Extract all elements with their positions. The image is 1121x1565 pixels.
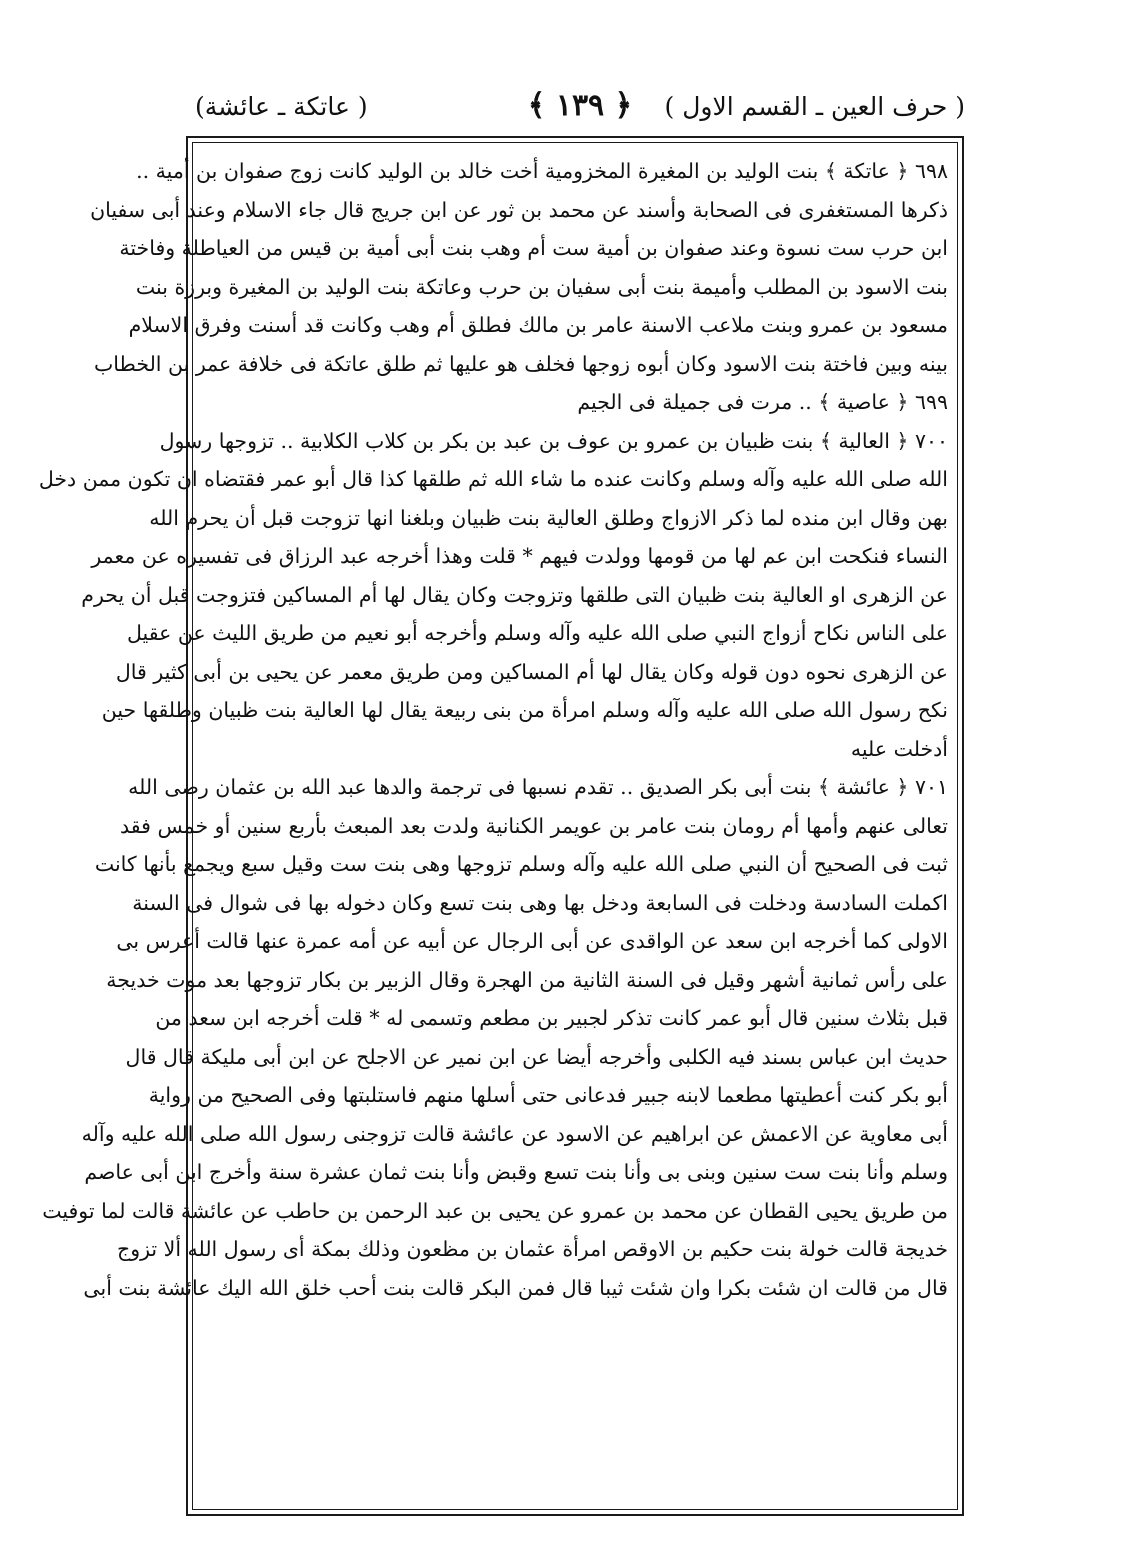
text-line: أبو بكر كنت أعطيتها مطعما لابنه جبير فدعانى حتى أسلها منهم فاستلبتها وفى الصحيح من رواية <box>148 1083 948 1107</box>
text-line: ابن حرب ست نسوة وعند صفوان بن أمية ست أم وهب بنت أبى أمية بن قيس من العياطلة وفاختة <box>119 236 948 260</box>
text-line: وسلم وأنا بنت ست سنين وبنى بى وأنا بنت تسع وقبض وأنا بنت ثمان عشرة سنة وأخرج ابن أبى عاصم <box>84 1160 948 1184</box>
text-line: الاولى كما أخرجه ابن سعد عن الواقدى عن أبى الرجال عن أبيه عن أمه عمرة عنها قالت أعرس بى <box>116 929 948 953</box>
text-line: أدخلت عليه <box>850 736 948 761</box>
text-line: قبل بثلاث سنين قال أبو عمر كانت تذكر لجبير بن مطعم وتسمى له * قلت أخرجه ابن سعد من <box>155 1006 948 1030</box>
text-line: نكح رسول الله صلى الله عليه وآله وسلم امرأة من بنى ربيعة يقال لها العالية بنت ظبيان وطلقها حين <box>101 698 948 722</box>
text-line: من طريق يحيى القطان عن محمد بن عمرو عن يحيى بن عبد الرحمن بن حاطب عن عائشة قالت لما توفيت <box>42 1198 948 1223</box>
text-line: بنت الاسود بن المطلب وأميمة بنت أبى سفيان بن حرب وعاتكة بنت الوليد بن المغيرة وبرزة بنت <box>135 274 948 299</box>
text-line: بهن وقال ابن منده لما ذكر الازواج وطلق العالية بنت ظبيان وبلغنا انها تزوجت قبل أن يحرم الله <box>149 505 948 530</box>
header-chapter-title: ( حرف العين ـ القسم الاول ) <box>664 92 965 121</box>
page-number: ﴿ ١٣٩ ﴾ <box>527 88 633 123</box>
text-line: على رأس ثمانية أشهر وقيل فى السنة الثانية من الهجرة وقال الزبير بن بكار تزوجها بعد موت خديجة <box>106 967 948 992</box>
text-line: ٦٩٨ ﴿ عاتكة ﴾ بنت الوليد بن المغيرة المخزومية أخت خالد بن الوليد كانت زوج صفوان بن أمية .. <box>136 159 948 183</box>
text-line: عن الزهرى او العالية بنت ظبيان التى طلقها وتزوجت وكان يقال لها أم المساكين فتزوجت قبل أن يحرم <box>81 582 948 607</box>
text-line: عن الزهرى نحوه دون قوله وكان يقال لها أم المساكين ومن طريق معمر عن يحيى بن أبى كثير قال <box>115 659 948 684</box>
text-line: الله صلى الله عليه وآله وسلم وكانت عنده ما شاء الله ثم طلقها كذا قال أبو عمر فقتضاه ان تكون ممن دخل <box>38 467 948 491</box>
header-entries-title: ( عاتكة ـ عائشة) <box>195 92 368 121</box>
text-line: ثبت فى الصحيح أن النبي صلى الله عليه وآله وسلم تزوجها وهى بنت ست وقيل سبع ويجمع بأنها كانت <box>94 852 948 876</box>
text-line: بينه وبين فاختة بنت الاسود وكان أبوه زوجها فخلف هو عليها ثم طلق عاتكة فى خلافة عمر بن الخطاب <box>93 351 948 376</box>
text-line: حديث ابن عباس بسند فيه الكلبى وأخرجه أيضا عن ابن نمير عن الاجلح عن ابن أبى مليكة قال قال <box>125 1044 948 1069</box>
text-line: ذكرها المستغفرى فى الصحابة وأسند عن محمد بن ثور عن ابن جريج قال جاء الاسلام وعند أبى سفيان <box>90 197 948 222</box>
text-line: قال من قالت ان شئت بكرا وان شئت ثيبا قال فمن البكر قالت بنت أحب خلق الله اليك عائشة بنت أبى <box>83 1275 948 1300</box>
text-body <box>38 152 948 1307</box>
text-line: ٧٠٠ ﴿ العالية ﴾ بنت ظبيان بن عمرو بن عوف بن عبد بن بكر بن كلاب الكلابية .. تزوجها رسول <box>159 428 948 453</box>
text-line: ٧٠١ ﴿ عائشة ﴾ بنت أبى بكر الصديق .. تقدم نسبها فى ترجمة والدها عبد الله بن عثمان رضى الله <box>128 775 948 799</box>
text-line: النساء فنكحت ابن عم لها من قومها وولدت فيهم * قلت وهذا أخرجه عبد الرزاق فى تفسيره عن معمر <box>91 544 948 568</box>
text-line: ٦٩٩ ﴿ عاصية ﴾ .. مرت فى جميلة فى الجيم <box>577 390 948 414</box>
text-line: أبى معاوية عن الاعمش عن ابراهيم عن الاسود عن عائشة قالت تزوجنى رسول الله صلى الله عليه وآله <box>81 1121 948 1146</box>
text-line: خديجة قالت خولة بنت حكيم بن الاوقص امرأة عثمان بن مظعون وذلك بمكة أى رسول الله ألا تزوج <box>116 1237 948 1261</box>
text-line: تعالى عنهم وأمها أم رومان بنت عامر بن عويمر الكنانية ولدت بعد المبعث بأربع سنين أو خمس فقد <box>120 813 948 838</box>
page-header <box>195 88 965 134</box>
text-line: اكملت السادسة ودخلت فى السابعة ودخل بها وهى بنت تسع وكان دخوله بها فى شوال فى السنة <box>132 890 948 915</box>
text-line: مسعود بن عمرو وبنت ملاعب الاسنة عامر بن مالك فطلق أم وهب وكانت قد أسنت وفرق الاسلام <box>128 313 948 337</box>
text-line: على الناس نكاح أزواج النبي صلى الله عليه وآله وسلم وأخرجه أبو نعيم من طريق الليث عن عقيل <box>126 621 948 645</box>
